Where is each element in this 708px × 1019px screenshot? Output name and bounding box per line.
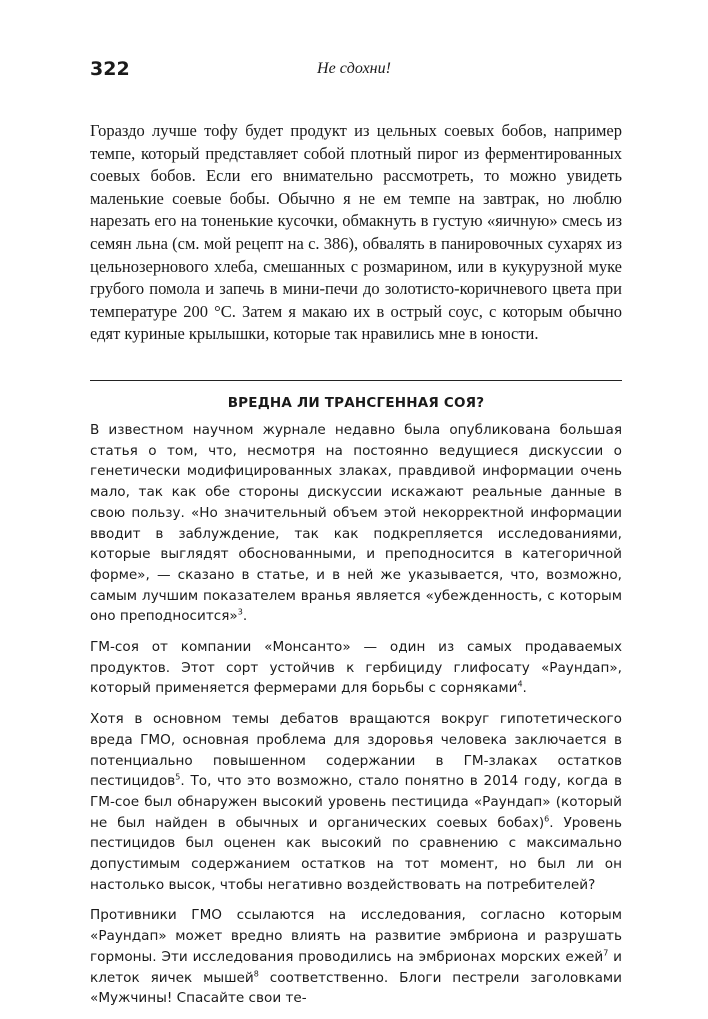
paragraph-text: В известном научном журнале недавно была опубликована большая статья о том, что, несмотря на постоянно ведущиеся дискуссии о генетически модифицированных злаках, правдивой информации очень мало, так как обе стороны дискуссии искажают реальные данные в свою пользу. «Но значительный объем этой некорректной информации вводит в заблуждение, так как подкрепляется исследованиями, которые выглядят обоснованными, и преподносится в категоричной форме», — сказано в статье, и в ней же указывается, что, возможно, самым лучшим показателем вранья является «убежденность, с которым оно преподносится»: [90, 422, 622, 625]
paragraph-text: .: [242, 608, 248, 625]
sidebar-paragraph-1: [90, 420, 622, 627]
paragraph-text: . Уровень пестицидов был оценен как высокий по сравнению с максимально допустимым содержанием остатков на тот момент, но был ли он настолько высок, чтобы негативно воздействовать на потребителей?: [90, 814, 622, 893]
footnote-ref[interactable]: 8: [253, 969, 259, 979]
paragraph-text: ГМ-соя от компании «Монсанто» — один из самых продаваемых продуктов. Этот сорт устойчив к гербициду глифосату «Раундап», который применяется фермерами для борьбы с сорняками: [90, 639, 622, 697]
sidebar-body: [90, 420, 622, 1019]
running-title: Не сдохни!: [317, 60, 391, 77]
sidebar-paragraph-2: [90, 637, 622, 699]
paragraph-text: .: [522, 680, 527, 697]
intro-paragraph: Гораздо лучше тофу будет продукт из цельных соевых бобов, например темпе, который представляет собой плотный пирог из ферментированных соевых бобов. Если его внимательно рассмотреть, то можно увидеть маленькие соевые бобы. Обычно я не ем темпе на завтрак, но люблю нарезать его на тоненькие кусочки, обмакнуть в густую «яичную» смесь из семян льна (см. мой рецепт на с. 386), обвалять в панировочных сухарях из цельнозернового хлеба, смешанных с розмарином, или в кукурузной муке грубого помола и запечь в мини-печи до золотисто-коричневого цвета при температуре 200 °С. Затем я макаю их в острый соус, с которым обычно едят куриные крылышки, которые так нравились мне в юности.: [90, 121, 622, 344]
footnote-ref[interactable]: 5: [175, 772, 181, 782]
paragraph-text: Хотя в основном темы дебатов вращаются вокруг гипотетического вреда ГМО, основная проблема для здоровья человека заключается в потенциально повышенном содержании в ГМ-злаках остатков пестицидов: [90, 711, 622, 790]
paragraph-text: и клеток яичек мышей: [90, 948, 623, 986]
footnote-ref[interactable]: 3: [237, 607, 243, 617]
footnote-ref[interactable]: 4: [517, 679, 523, 689]
sidebar-top-rule: [90, 380, 622, 381]
sidebar-paragraph-4: [90, 905, 622, 1009]
sidebar-paragraph-3: [90, 709, 622, 895]
paragraph-text: . То, что это возможно, стало понятно в 2014 году, когда в ГМ-сое был обнаружен высокий уровень пестицида «Раундап» (который не был найден в обычных и органических соевых бобах): [90, 773, 622, 831]
footnote-ref[interactable]: 7: [603, 948, 609, 958]
paragraph-text: соответственно. Блоги пестрели заголовками «Мужчины! Спасайте свои те-: [90, 969, 623, 1007]
paragraph-text: Противники ГМО ссылаются на исследования, согласно которым «Раундап» может вредно влиять на развитие эмбриона и разрушать гормоны. Эти исследования проводились на эмбрионах морских ежей: [90, 907, 622, 965]
sidebar-title: ВРЕДНА ЛИ ТРАНСГЕННАЯ СОЯ?: [227, 395, 485, 411]
footnote-ref[interactable]: 6: [544, 814, 550, 824]
page-number: 322: [90, 58, 130, 80]
